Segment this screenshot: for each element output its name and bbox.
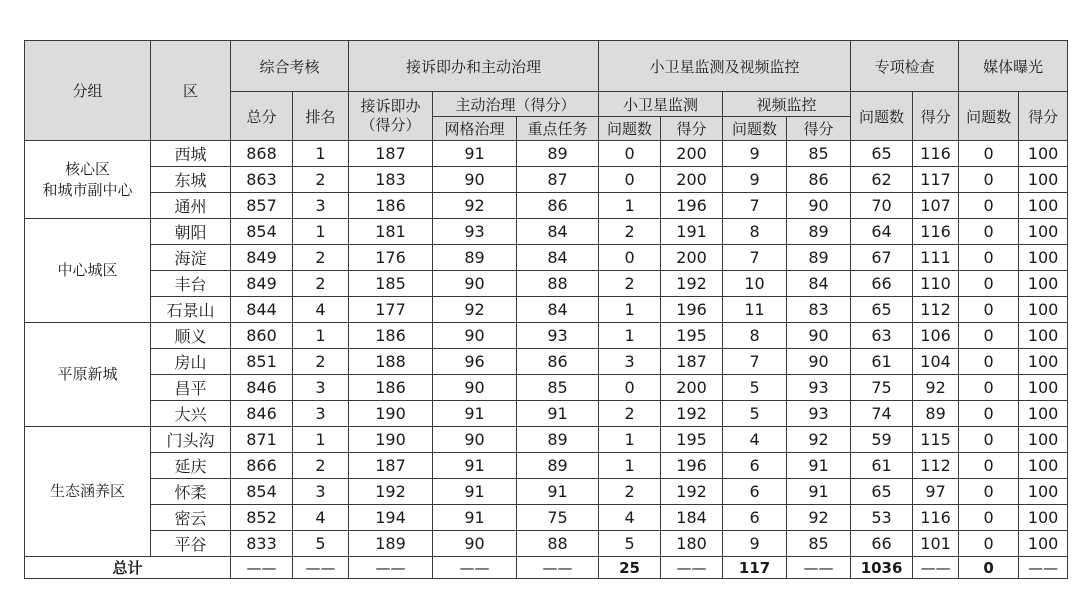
value-cell: 96 xyxy=(433,349,517,375)
value-cell: 100 xyxy=(1019,141,1068,167)
value-cell: 100 xyxy=(1019,453,1068,479)
value-cell: 1 xyxy=(599,453,661,479)
value-cell: 89 xyxy=(787,245,851,271)
table-row xyxy=(25,297,1068,323)
value-cell: 860 xyxy=(231,323,293,349)
value-cell: 192 xyxy=(661,401,723,427)
value-cell: 9 xyxy=(723,167,787,193)
table-row xyxy=(25,479,1068,505)
value-cell: 186 xyxy=(349,375,433,401)
value-cell: 192 xyxy=(661,271,723,297)
value-cell: 849 xyxy=(231,245,293,271)
value-cell: 91 xyxy=(433,401,517,427)
header-total-score: 总分 xyxy=(231,92,293,141)
value-cell: 0 xyxy=(599,141,661,167)
district-cell: 平谷 xyxy=(151,531,231,557)
value-cell: 5 xyxy=(723,375,787,401)
value-cell: 111 xyxy=(913,245,959,271)
table-row xyxy=(25,401,1068,427)
total-value-cell: —— xyxy=(433,557,517,579)
group-name-line: 中心城区 xyxy=(57,261,118,279)
value-cell: 88 xyxy=(517,271,599,297)
value-cell: 90 xyxy=(787,193,851,219)
total-value-cell: —— xyxy=(661,557,723,579)
group-name-cell xyxy=(25,141,151,219)
value-cell: 3 xyxy=(293,401,349,427)
value-cell: 852 xyxy=(231,505,293,531)
table-row xyxy=(25,167,1068,193)
table-row xyxy=(25,375,1068,401)
district-cell: 密云 xyxy=(151,505,231,531)
value-cell: 1 xyxy=(293,427,349,453)
value-cell: 112 xyxy=(913,297,959,323)
value-cell: 11 xyxy=(723,297,787,323)
value-cell: 196 xyxy=(661,453,723,479)
value-cell: 857 xyxy=(231,193,293,219)
value-cell: 200 xyxy=(661,375,723,401)
total-value-cell: —— xyxy=(517,557,599,579)
value-cell: 65 xyxy=(851,297,913,323)
value-cell: 3 xyxy=(293,479,349,505)
value-cell: 75 xyxy=(517,505,599,531)
value-cell: 84 xyxy=(517,245,599,271)
value-cell: 0 xyxy=(959,401,1019,427)
value-cell: 196 xyxy=(661,297,723,323)
value-cell: 106 xyxy=(913,323,959,349)
value-cell: 0 xyxy=(599,375,661,401)
header-satellite-score: 得分 xyxy=(661,117,723,141)
value-cell: 64 xyxy=(851,219,913,245)
value-cell: 192 xyxy=(349,479,433,505)
value-cell: 863 xyxy=(231,167,293,193)
value-cell: 93 xyxy=(787,375,851,401)
value-cell: 0 xyxy=(959,297,1019,323)
value-cell: 854 xyxy=(231,219,293,245)
value-cell: 851 xyxy=(231,349,293,375)
value-cell: 90 xyxy=(433,427,517,453)
value-cell: 97 xyxy=(913,479,959,505)
total-row xyxy=(25,557,1068,579)
value-cell: 85 xyxy=(787,531,851,557)
value-cell: 104 xyxy=(913,349,959,375)
value-cell: 1 xyxy=(293,141,349,167)
value-cell: 92 xyxy=(787,427,851,453)
value-cell: 4 xyxy=(723,427,787,453)
table-footer xyxy=(25,557,1068,579)
value-cell: 0 xyxy=(959,349,1019,375)
value-cell: 67 xyxy=(851,245,913,271)
value-cell: 101 xyxy=(913,531,959,557)
value-cell: 89 xyxy=(913,401,959,427)
value-cell: 100 xyxy=(1019,505,1068,531)
value-cell: 92 xyxy=(787,505,851,531)
group-name-line: 生态涵养区 xyxy=(49,482,125,500)
value-cell: 2 xyxy=(599,219,661,245)
value-cell: 100 xyxy=(1019,193,1068,219)
value-cell: 2 xyxy=(293,349,349,375)
district-cell: 门头沟 xyxy=(151,427,231,453)
district-cell: 石景山 xyxy=(151,297,231,323)
value-cell: 100 xyxy=(1019,323,1068,349)
table-row xyxy=(25,245,1068,271)
table-body xyxy=(25,141,1068,557)
value-cell: 6 xyxy=(723,453,787,479)
value-cell: 84 xyxy=(787,271,851,297)
total-value-cell: 1036 xyxy=(851,557,913,579)
value-cell: 66 xyxy=(851,531,913,557)
value-cell: 8 xyxy=(723,219,787,245)
value-cell: 116 xyxy=(913,141,959,167)
header-rank: 排名 xyxy=(293,92,349,141)
value-cell: 89 xyxy=(517,141,599,167)
district-cell: 朝阳 xyxy=(151,219,231,245)
value-cell: 868 xyxy=(231,141,293,167)
table-row xyxy=(25,453,1068,479)
table-row xyxy=(25,427,1068,453)
value-cell: 200 xyxy=(661,245,723,271)
header-satellite-video: 小卫星监测及视频监控 xyxy=(599,41,851,92)
value-cell: 866 xyxy=(231,453,293,479)
value-cell: 3 xyxy=(293,193,349,219)
value-cell: 9 xyxy=(723,141,787,167)
header-grid-governance: 网格治理 xyxy=(433,117,517,141)
header-satellite-issues: 问题数 xyxy=(599,117,661,141)
value-cell: 115 xyxy=(913,427,959,453)
value-cell: 100 xyxy=(1019,167,1068,193)
group-name-line: 和城市副中心 xyxy=(42,180,133,199)
district-cell: 海淀 xyxy=(151,245,231,271)
value-cell: 192 xyxy=(661,479,723,505)
district-cell: 怀柔 xyxy=(151,479,231,505)
value-cell: 0 xyxy=(959,375,1019,401)
value-cell: 88 xyxy=(517,531,599,557)
value-cell: 90 xyxy=(433,375,517,401)
value-cell: 5 xyxy=(293,531,349,557)
value-cell: 117 xyxy=(913,167,959,193)
value-cell: 195 xyxy=(661,323,723,349)
value-cell: 90 xyxy=(433,323,517,349)
value-cell: 84 xyxy=(517,219,599,245)
value-cell: 70 xyxy=(851,193,913,219)
table-row xyxy=(25,323,1068,349)
value-cell: 1 xyxy=(293,219,349,245)
value-cell: 59 xyxy=(851,427,913,453)
header-comprehensive: 综合考核 xyxy=(231,41,349,92)
value-cell: 86 xyxy=(787,167,851,193)
table-row xyxy=(25,505,1068,531)
value-cell: 846 xyxy=(231,375,293,401)
header-video: 视频监控 xyxy=(723,92,851,117)
value-cell: 85 xyxy=(517,375,599,401)
value-cell: 0 xyxy=(959,505,1019,531)
total-value-cell: —— xyxy=(293,557,349,579)
value-cell: 66 xyxy=(851,271,913,297)
value-cell: 0 xyxy=(959,141,1019,167)
value-cell: 86 xyxy=(517,193,599,219)
header-active-governance: 主动治理（得分） xyxy=(433,92,599,117)
value-cell: 187 xyxy=(349,141,433,167)
value-cell: 200 xyxy=(661,167,723,193)
value-cell: 0 xyxy=(959,479,1019,505)
value-cell: 186 xyxy=(349,193,433,219)
value-cell: 85 xyxy=(787,141,851,167)
value-cell: 194 xyxy=(349,505,433,531)
value-cell: 65 xyxy=(851,479,913,505)
value-cell: 0 xyxy=(959,167,1019,193)
total-value-cell: —— xyxy=(349,557,433,579)
value-cell: 177 xyxy=(349,297,433,323)
value-cell: 180 xyxy=(661,531,723,557)
value-cell: 2 xyxy=(293,271,349,297)
value-cell: 0 xyxy=(599,167,661,193)
value-cell: 0 xyxy=(959,531,1019,557)
group-name-cell xyxy=(25,219,151,323)
value-cell: 844 xyxy=(231,297,293,323)
value-cell: 4 xyxy=(293,505,349,531)
value-cell: 4 xyxy=(599,505,661,531)
value-cell: 10 xyxy=(723,271,787,297)
value-cell: 91 xyxy=(517,479,599,505)
group-name-line: 核心区 xyxy=(64,159,110,178)
value-cell: 184 xyxy=(661,505,723,531)
value-cell: 100 xyxy=(1019,479,1068,505)
header-special-issues: 问题数 xyxy=(851,92,913,141)
value-cell: 63 xyxy=(851,323,913,349)
group-name-line: 平原新城 xyxy=(57,365,118,383)
header-complaint-handling xyxy=(349,92,433,141)
value-cell: 187 xyxy=(661,349,723,375)
value-cell: 846 xyxy=(231,401,293,427)
value-cell: 100 xyxy=(1019,427,1068,453)
district-cell: 丰台 xyxy=(151,271,231,297)
header-satellite: 小卫星监测 xyxy=(599,92,723,117)
value-cell: 181 xyxy=(349,219,433,245)
header-media-score: 得分 xyxy=(1019,92,1068,141)
value-cell: 185 xyxy=(349,271,433,297)
value-cell: 190 xyxy=(349,401,433,427)
value-cell: 91 xyxy=(433,479,517,505)
value-cell: 93 xyxy=(517,323,599,349)
value-cell: 4 xyxy=(293,297,349,323)
value-cell: 187 xyxy=(349,453,433,479)
total-value-cell: —— xyxy=(231,557,293,579)
group-name-cell xyxy=(25,427,151,557)
value-cell: 5 xyxy=(599,531,661,557)
value-cell: 0 xyxy=(959,427,1019,453)
value-cell: 100 xyxy=(1019,245,1068,271)
district-cell: 房山 xyxy=(151,349,231,375)
value-cell: 65 xyxy=(851,141,913,167)
value-cell: 90 xyxy=(433,167,517,193)
value-cell: 62 xyxy=(851,167,913,193)
value-cell: 3 xyxy=(599,349,661,375)
value-cell: 84 xyxy=(517,297,599,323)
value-cell: 7 xyxy=(723,245,787,271)
value-cell: 1 xyxy=(599,193,661,219)
value-cell: 183 xyxy=(349,167,433,193)
value-cell: 2 xyxy=(293,453,349,479)
value-cell: 112 xyxy=(913,453,959,479)
header-key-tasks: 重点任务 xyxy=(517,117,599,141)
value-cell: 93 xyxy=(787,401,851,427)
table-row xyxy=(25,531,1068,557)
value-cell: 1 xyxy=(599,323,661,349)
value-cell: 83 xyxy=(787,297,851,323)
value-cell: 100 xyxy=(1019,219,1068,245)
table-row xyxy=(25,349,1068,375)
value-cell: 90 xyxy=(787,323,851,349)
value-cell: 0 xyxy=(959,453,1019,479)
value-cell: 87 xyxy=(517,167,599,193)
district-cell: 昌平 xyxy=(151,375,231,401)
value-cell: 92 xyxy=(433,193,517,219)
table-row xyxy=(25,141,1068,167)
table-row xyxy=(25,219,1068,245)
value-cell: 195 xyxy=(661,427,723,453)
value-cell: 86 xyxy=(517,349,599,375)
value-cell: 116 xyxy=(913,505,959,531)
value-cell: 100 xyxy=(1019,349,1068,375)
value-cell: 75 xyxy=(851,375,913,401)
value-cell: 107 xyxy=(913,193,959,219)
header-district: 区 xyxy=(151,41,231,141)
value-cell: 2 xyxy=(599,401,661,427)
total-value-cell: 117 xyxy=(723,557,787,579)
value-cell: 1 xyxy=(599,297,661,323)
value-cell: 90 xyxy=(787,349,851,375)
value-cell: 7 xyxy=(723,349,787,375)
header-special-score: 得分 xyxy=(913,92,959,141)
value-cell: 191 xyxy=(661,219,723,245)
value-cell: 91 xyxy=(787,453,851,479)
district-cell: 东城 xyxy=(151,167,231,193)
total-value-cell: —— xyxy=(1019,557,1068,579)
header-complaint-handling-line1: 接诉即办 xyxy=(360,97,421,115)
header-media-issues: 问题数 xyxy=(959,92,1019,141)
value-cell: 100 xyxy=(1019,375,1068,401)
value-cell: 0 xyxy=(959,245,1019,271)
header-complaint-governance: 接诉即办和主动治理 xyxy=(349,41,599,92)
value-cell: 176 xyxy=(349,245,433,271)
value-cell: 91 xyxy=(433,453,517,479)
header-video-score: 得分 xyxy=(787,117,851,141)
value-cell: 871 xyxy=(231,427,293,453)
district-cell: 顺义 xyxy=(151,323,231,349)
value-cell: 91 xyxy=(517,401,599,427)
value-cell: 2 xyxy=(293,245,349,271)
value-cell: 2 xyxy=(599,479,661,505)
value-cell: 100 xyxy=(1019,531,1068,557)
value-cell: 100 xyxy=(1019,271,1068,297)
value-cell: 89 xyxy=(787,219,851,245)
value-cell: 61 xyxy=(851,349,913,375)
value-cell: 2 xyxy=(599,271,661,297)
value-cell: 0 xyxy=(959,193,1019,219)
value-cell: 92 xyxy=(913,375,959,401)
group-name-cell xyxy=(25,323,151,427)
value-cell: 7 xyxy=(723,193,787,219)
header-complaint-handling-line2: （得分） xyxy=(360,116,421,134)
value-cell: 196 xyxy=(661,193,723,219)
table-row xyxy=(25,271,1068,297)
value-cell: 53 xyxy=(851,505,913,531)
header-media-exposure: 媒体曝光 xyxy=(959,41,1068,92)
value-cell: 91 xyxy=(787,479,851,505)
value-cell: 9 xyxy=(723,531,787,557)
value-cell: 190 xyxy=(349,427,433,453)
value-cell: 186 xyxy=(349,323,433,349)
value-cell: 1 xyxy=(293,323,349,349)
assessment-table xyxy=(24,40,1068,579)
value-cell: 189 xyxy=(349,531,433,557)
header-video-issues: 问题数 xyxy=(723,117,787,141)
value-cell: 3 xyxy=(293,375,349,401)
value-cell: 61 xyxy=(851,453,913,479)
total-value-cell: 0 xyxy=(959,557,1019,579)
value-cell: 200 xyxy=(661,141,723,167)
value-cell: 849 xyxy=(231,271,293,297)
value-cell: 89 xyxy=(517,427,599,453)
district-cell: 大兴 xyxy=(151,401,231,427)
value-cell: 6 xyxy=(723,505,787,531)
total-value-cell: —— xyxy=(913,557,959,579)
district-cell: 通州 xyxy=(151,193,231,219)
value-cell: 0 xyxy=(959,271,1019,297)
value-cell: 89 xyxy=(517,453,599,479)
value-cell: 854 xyxy=(231,479,293,505)
value-cell: 833 xyxy=(231,531,293,557)
value-cell: 5 xyxy=(723,401,787,427)
value-cell: 0 xyxy=(959,323,1019,349)
value-cell: 2 xyxy=(293,167,349,193)
total-label: 总计 xyxy=(25,557,231,579)
value-cell: 6 xyxy=(723,479,787,505)
table-header xyxy=(25,41,1068,141)
value-cell: 74 xyxy=(851,401,913,427)
value-cell: 91 xyxy=(433,141,517,167)
value-cell: 110 xyxy=(913,271,959,297)
value-cell: 89 xyxy=(433,245,517,271)
value-cell: 92 xyxy=(433,297,517,323)
district-cell: 延庆 xyxy=(151,453,231,479)
value-cell: 1 xyxy=(599,427,661,453)
value-cell: 116 xyxy=(913,219,959,245)
district-cell: 西城 xyxy=(151,141,231,167)
value-cell: 188 xyxy=(349,349,433,375)
value-cell: 100 xyxy=(1019,297,1068,323)
table-row xyxy=(25,193,1068,219)
total-value-cell: 25 xyxy=(599,557,661,579)
value-cell: 0 xyxy=(959,219,1019,245)
value-cell: 90 xyxy=(433,271,517,297)
header-group: 分组 xyxy=(25,41,151,141)
value-cell: 0 xyxy=(599,245,661,271)
value-cell: 8 xyxy=(723,323,787,349)
value-cell: 91 xyxy=(433,505,517,531)
total-value-cell: —— xyxy=(787,557,851,579)
value-cell: 90 xyxy=(433,531,517,557)
header-special-inspection: 专项检查 xyxy=(851,41,959,92)
value-cell: 93 xyxy=(433,219,517,245)
value-cell: 100 xyxy=(1019,401,1068,427)
